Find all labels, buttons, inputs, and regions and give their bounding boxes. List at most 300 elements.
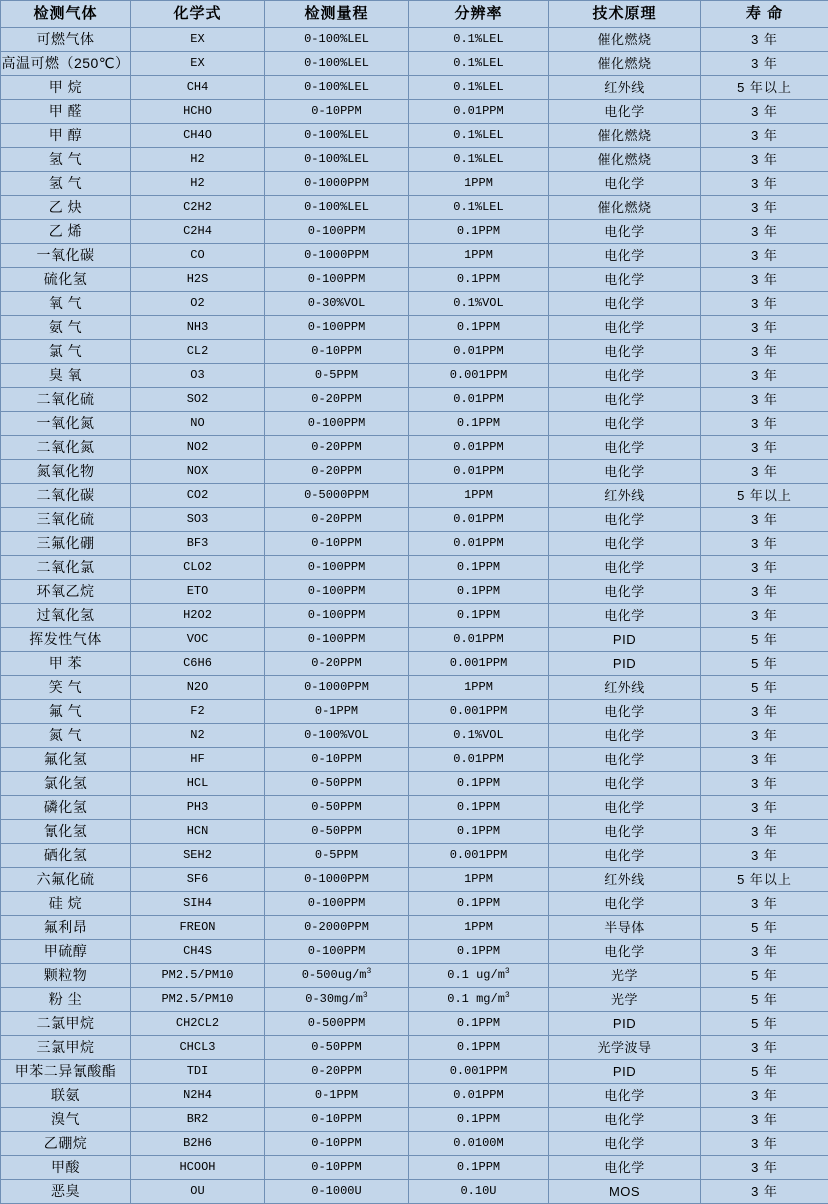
table-row (1, 76, 828, 100)
cell-gas: 甲苯二异氰酸酯 (1, 1060, 131, 1084)
cell-range: 0-1PPM (265, 1084, 409, 1108)
table-row (1, 748, 828, 772)
cell-resolution: 0.001PPM (409, 1060, 549, 1084)
cell-formula: VOC (131, 628, 265, 652)
cell-lifetime: 3 年 (701, 1036, 828, 1060)
column-header-formula: 化学式 (131, 1, 265, 28)
cell-resolution: 0.1PPM (409, 940, 549, 964)
table-row (1, 196, 828, 220)
cell-range: $0-30mg/m^3$ (265, 988, 409, 1012)
table-row (1, 940, 828, 964)
cell-gas: 一氧化碳 (1, 244, 131, 268)
cell-lifetime: 5 年 (701, 1012, 828, 1036)
column-header-gas: 检测气体 (1, 1, 131, 28)
table-row (1, 652, 828, 676)
cell-lifetime: 3 年 (701, 580, 828, 604)
cell-lifetime: 3 年 (701, 772, 828, 796)
cell-resolution: 0.1PPM (409, 604, 549, 628)
cell-lifetime: 5 年以上 (701, 484, 828, 508)
cell-resolution: 1PPM (409, 676, 549, 700)
cell-range: 0-1PPM (265, 700, 409, 724)
cell-formula: CLO2 (131, 556, 265, 580)
cell-resolution: 1PPM (409, 172, 549, 196)
cell-technology: PID (549, 1060, 701, 1084)
cell-range: 0-30%VOL (265, 292, 409, 316)
cell-formula: SO3 (131, 508, 265, 532)
cell-range: 0-50PPM (265, 1036, 409, 1060)
cell-range: 0-20PPM (265, 388, 409, 412)
cell-formula: EX (131, 52, 265, 76)
cell-resolution: 0.1%LEL (409, 28, 549, 52)
cell-range: 0-100PPM (265, 604, 409, 628)
cell-lifetime: 3 年 (701, 100, 828, 124)
cell-resolution: 0.001PPM (409, 364, 549, 388)
cell-lifetime: 3 年 (701, 412, 828, 436)
cell-formula: BR2 (131, 1108, 265, 1132)
column-header-range: 检测量程 (265, 1, 409, 28)
cell-resolution: 0.1PPM (409, 1156, 549, 1180)
cell-lifetime: 3 年 (701, 844, 828, 868)
cell-range: 0-10PPM (265, 100, 409, 124)
cell-resolution: 0.1PPM (409, 268, 549, 292)
cell-range: 0-50PPM (265, 796, 409, 820)
cell-formula: H2 (131, 148, 265, 172)
cell-lifetime: 3 年 (701, 796, 828, 820)
table-row (1, 1084, 828, 1108)
cell-resolution: 0.1 $ug/m^3$ (409, 964, 549, 988)
cell-range: 0-100PPM (265, 580, 409, 604)
cell-technology: PID (549, 628, 701, 652)
cell-lifetime: 3 年 (701, 148, 828, 172)
cell-resolution: 0.1PPM (409, 892, 549, 916)
cell-range: 0-100PPM (265, 268, 409, 292)
cell-lifetime: 3 年 (701, 436, 828, 460)
cell-resolution: 0.1PPM (409, 772, 549, 796)
cell-lifetime: 3 年 (701, 460, 828, 484)
cell-technology: 光学波导 (549, 1036, 701, 1060)
cell-gas: 环氧乙烷 (1, 580, 131, 604)
cell-formula: BF3 (131, 532, 265, 556)
table-row (1, 52, 828, 76)
cell-formula: H2S (131, 268, 265, 292)
table-row (1, 580, 828, 604)
cell-resolution: 0.0100M (409, 1132, 549, 1156)
cell-gas: 氟化氢 (1, 748, 131, 772)
cell-lifetime: 3 年 (701, 604, 828, 628)
cell-lifetime: 3 年 (701, 340, 828, 364)
cell-gas: 三氯甲烷 (1, 1036, 131, 1060)
cell-technology: 催化燃烧 (549, 124, 701, 148)
cell-resolution: 0.1PPM (409, 412, 549, 436)
cell-range: 0-100PPM (265, 316, 409, 340)
cell-lifetime: 5 年 (701, 628, 828, 652)
table-row (1, 700, 828, 724)
cell-technology: 催化燃烧 (549, 52, 701, 76)
cell-range: 0-50PPM (265, 820, 409, 844)
cell-lifetime: 5 年 (701, 916, 828, 940)
cell-lifetime: 3 年 (701, 1132, 828, 1156)
cell-gas: 三氟化硼 (1, 532, 131, 556)
table-row (1, 676, 828, 700)
cell-formula: CH4 (131, 76, 265, 100)
cell-formula: H2O2 (131, 604, 265, 628)
cell-range: 0-1000PPM (265, 244, 409, 268)
cell-resolution: 0.01PPM (409, 100, 549, 124)
cell-gas: 氢 气 (1, 172, 131, 196)
cell-range: 0-100%LEL (265, 76, 409, 100)
cell-resolution: 0.1PPM (409, 316, 549, 340)
cell-technology: 电化学 (549, 340, 701, 364)
cell-resolution: 0.1%LEL (409, 148, 549, 172)
cell-range: 0-100%LEL (265, 52, 409, 76)
cell-lifetime: 3 年 (701, 172, 828, 196)
cell-formula: TDI (131, 1060, 265, 1084)
cell-gas: 二氧化氯 (1, 556, 131, 580)
table-row (1, 316, 828, 340)
cell-gas: 溴气 (1, 1108, 131, 1132)
column-header-technology: 技术原理 (549, 1, 701, 28)
cell-range: 0-10PPM (265, 340, 409, 364)
cell-formula: FREON (131, 916, 265, 940)
cell-formula: CO2 (131, 484, 265, 508)
cell-resolution: 0.01PPM (409, 628, 549, 652)
cell-range: 0-100PPM (265, 220, 409, 244)
cell-resolution: 0.01PPM (409, 508, 549, 532)
cell-formula: NH3 (131, 316, 265, 340)
cell-range: 0-1000PPM (265, 868, 409, 892)
cell-lifetime: 3 年 (701, 1108, 828, 1132)
cell-gas: 氧 气 (1, 292, 131, 316)
cell-range: 0-100%LEL (265, 196, 409, 220)
cell-formula: NOX (131, 460, 265, 484)
cell-gas: 笑 气 (1, 676, 131, 700)
cell-gas: 臭 氧 (1, 364, 131, 388)
cell-technology: 电化学 (549, 556, 701, 580)
cell-lifetime: 3 年 (701, 1180, 828, 1204)
cell-range: 0-10PPM (265, 1132, 409, 1156)
cell-formula: C6H6 (131, 652, 265, 676)
cell-technology: 电化学 (549, 748, 701, 772)
cell-lifetime: 3 年 (701, 892, 828, 916)
cell-range: 0-5PPM (265, 364, 409, 388)
cell-technology: 电化学 (549, 796, 701, 820)
cell-range: 0-5PPM (265, 844, 409, 868)
cell-gas: 乙 炔 (1, 196, 131, 220)
cell-gas: 氮氧化物 (1, 460, 131, 484)
cell-formula: HCOOH (131, 1156, 265, 1180)
cell-lifetime: 5 年以上 (701, 76, 828, 100)
cell-formula: CL2 (131, 340, 265, 364)
cell-formula: CO (131, 244, 265, 268)
table-row (1, 388, 828, 412)
cell-technology: 电化学 (549, 436, 701, 460)
cell-gas: 甲 醇 (1, 124, 131, 148)
column-header-resolution: 分辨率 (409, 1, 549, 28)
table-row (1, 916, 828, 940)
cell-technology: 电化学 (549, 844, 701, 868)
cell-lifetime: 3 年 (701, 124, 828, 148)
cell-technology: 电化学 (549, 892, 701, 916)
cell-resolution: 0.1PPM (409, 820, 549, 844)
table-row (1, 772, 828, 796)
cell-resolution: 0.1%LEL (409, 196, 549, 220)
cell-lifetime: 3 年 (701, 700, 828, 724)
cell-gas: 氢 气 (1, 148, 131, 172)
cell-range: 0-100PPM (265, 412, 409, 436)
cell-range: 0-1000PPM (265, 172, 409, 196)
cell-resolution: 0.1%LEL (409, 52, 549, 76)
cell-gas: 过氧化氢 (1, 604, 131, 628)
cell-technology: 电化学 (549, 724, 701, 748)
cell-range: $0-500ug/m^3$ (265, 964, 409, 988)
cell-formula: PM2.5/PM10 (131, 988, 265, 1012)
cell-resolution: 0.1PPM (409, 1108, 549, 1132)
cell-technology: 电化学 (549, 292, 701, 316)
cell-gas: 乙硼烷 (1, 1132, 131, 1156)
cell-resolution: 0.10U (409, 1180, 549, 1204)
cell-resolution: 0.001PPM (409, 700, 549, 724)
cell-range: 0-1000U (265, 1180, 409, 1204)
cell-range: 0-100PPM (265, 628, 409, 652)
cell-resolution: 0.01PPM (409, 460, 549, 484)
cell-formula: PH3 (131, 796, 265, 820)
cell-gas: 粉 尘 (1, 988, 131, 1012)
cell-resolution: 0.001PPM (409, 652, 549, 676)
cell-resolution: 0.1PPM (409, 220, 549, 244)
cell-technology: 电化学 (549, 412, 701, 436)
cell-technology: 电化学 (549, 1132, 701, 1156)
cell-gas: 氟利昂 (1, 916, 131, 940)
cell-technology: 电化学 (549, 244, 701, 268)
table-row (1, 124, 828, 148)
cell-lifetime: 3 年 (701, 508, 828, 532)
cell-gas: 氯化氢 (1, 772, 131, 796)
cell-lifetime: 3 年 (701, 244, 828, 268)
cell-resolution: 0.1PPM (409, 1036, 549, 1060)
cell-technology: 催化燃烧 (549, 28, 701, 52)
cell-gas: 二氯甲烷 (1, 1012, 131, 1036)
cell-technology: 催化燃烧 (549, 196, 701, 220)
table-row (1, 892, 828, 916)
table-row (1, 460, 828, 484)
cell-formula: OU (131, 1180, 265, 1204)
cell-gas: 氮 气 (1, 724, 131, 748)
cell-range: 0-100%LEL (265, 148, 409, 172)
cell-formula: HCHO (131, 100, 265, 124)
cell-gas: 氟 气 (1, 700, 131, 724)
table-row (1, 1108, 828, 1132)
cell-range: 0-100%LEL (265, 124, 409, 148)
cell-lifetime: 5 年 (701, 988, 828, 1012)
cell-resolution: 0.01PPM (409, 532, 549, 556)
table-row (1, 604, 828, 628)
cell-technology: 电化学 (549, 220, 701, 244)
cell-resolution: 0.01PPM (409, 340, 549, 364)
table-row (1, 724, 828, 748)
cell-formula: NO (131, 412, 265, 436)
cell-technology: MOS (549, 1180, 701, 1204)
cell-formula: F2 (131, 700, 265, 724)
cell-formula: N2 (131, 724, 265, 748)
table-row (1, 988, 828, 1012)
cell-gas: 硒化氢 (1, 844, 131, 868)
table-row (1, 532, 828, 556)
cell-technology: 电化学 (549, 172, 701, 196)
cell-gas: 二氧化硫 (1, 388, 131, 412)
cell-range: 0-100PPM (265, 940, 409, 964)
cell-lifetime: 5 年 (701, 964, 828, 988)
cell-resolution: 0.1 $mg/m^3$ (409, 988, 549, 1012)
cell-gas: 联氨 (1, 1084, 131, 1108)
cell-gas: 甲 醛 (1, 100, 131, 124)
cell-technology: 电化学 (549, 100, 701, 124)
cell-resolution: 0.1%VOL (409, 292, 549, 316)
cell-range: 0-500PPM (265, 1012, 409, 1036)
cell-technology: 电化学 (549, 316, 701, 340)
table-row (1, 292, 828, 316)
cell-range: 0-10PPM (265, 748, 409, 772)
cell-lifetime: 3 年 (701, 532, 828, 556)
cell-formula: C2H4 (131, 220, 265, 244)
cell-formula: N2H4 (131, 1084, 265, 1108)
cell-formula: PM2.5/PM10 (131, 964, 265, 988)
table-row (1, 1060, 828, 1084)
cell-lifetime: 3 年 (701, 292, 828, 316)
cell-lifetime: 3 年 (701, 820, 828, 844)
cell-gas: 氯 气 (1, 340, 131, 364)
cell-technology: PID (549, 1012, 701, 1036)
cell-technology: 电化学 (549, 268, 701, 292)
cell-resolution: 0.1PPM (409, 796, 549, 820)
cell-resolution: 0.1%LEL (409, 76, 549, 100)
cell-lifetime: 3 年 (701, 52, 828, 76)
cell-formula: CH2CL2 (131, 1012, 265, 1036)
table-row (1, 1012, 828, 1036)
cell-resolution: 0.01PPM (409, 1084, 549, 1108)
cell-formula: H2 (131, 172, 265, 196)
cell-technology: 电化学 (549, 604, 701, 628)
cell-formula: CH4S (131, 940, 265, 964)
cell-technology: 电化学 (549, 820, 701, 844)
cell-lifetime: 3 年 (701, 316, 828, 340)
cell-resolution: 0.01PPM (409, 388, 549, 412)
cell-technology: 光学 (549, 988, 701, 1012)
cell-range: 0-20PPM (265, 460, 409, 484)
cell-resolution: 0.1%LEL (409, 124, 549, 148)
cell-formula: HCL (131, 772, 265, 796)
cell-gas: 甲 烷 (1, 76, 131, 100)
table-row (1, 844, 828, 868)
cell-range: 0-1000PPM (265, 676, 409, 700)
cell-gas: 挥发性气体 (1, 628, 131, 652)
table-row (1, 1180, 828, 1204)
cell-technology: 电化学 (549, 508, 701, 532)
cell-formula: C2H2 (131, 196, 265, 220)
cell-lifetime: 3 年 (701, 1156, 828, 1180)
cell-resolution: 0.001PPM (409, 844, 549, 868)
table-row (1, 28, 828, 52)
cell-formula: HCN (131, 820, 265, 844)
cell-technology: 电化学 (549, 1108, 701, 1132)
cell-resolution: 0.01PPM (409, 436, 549, 460)
table-row (1, 364, 828, 388)
cell-technology: 电化学 (549, 940, 701, 964)
cell-lifetime: 5 年 (701, 652, 828, 676)
cell-gas: 可燃气体 (1, 28, 131, 52)
cell-formula: ETO (131, 580, 265, 604)
cell-lifetime: 3 年 (701, 268, 828, 292)
cell-lifetime: 3 年 (701, 364, 828, 388)
table-row (1, 412, 828, 436)
cell-range: 0-100%VOL (265, 724, 409, 748)
cell-range: 0-20PPM (265, 1060, 409, 1084)
cell-gas: 乙 烯 (1, 220, 131, 244)
cell-lifetime: 5 年以上 (701, 868, 828, 892)
cell-lifetime: 3 年 (701, 196, 828, 220)
cell-technology: 电化学 (549, 700, 701, 724)
table-row (1, 796, 828, 820)
cell-formula: SF6 (131, 868, 265, 892)
cell-technology: 红外线 (549, 484, 701, 508)
cell-gas: 硫化氢 (1, 268, 131, 292)
cell-gas: 颗粒物 (1, 964, 131, 988)
cell-resolution: 0.1PPM (409, 1012, 549, 1036)
table-row (1, 484, 828, 508)
cell-technology: 电化学 (549, 1156, 701, 1180)
cell-resolution: 1PPM (409, 244, 549, 268)
cell-formula: NO2 (131, 436, 265, 460)
cell-technology: 光学 (549, 964, 701, 988)
table-row (1, 1132, 828, 1156)
cell-range: 0-10PPM (265, 1108, 409, 1132)
cell-gas: 高温可燃（250℃） (1, 52, 131, 76)
cell-formula: CH4O (131, 124, 265, 148)
table-row (1, 172, 828, 196)
cell-gas: 三氧化硫 (1, 508, 131, 532)
cell-gas: 氰化氢 (1, 820, 131, 844)
table-row (1, 508, 828, 532)
cell-range: 0-20PPM (265, 508, 409, 532)
cell-technology: 电化学 (549, 532, 701, 556)
table-row (1, 1156, 828, 1180)
table-row (1, 964, 828, 988)
cell-resolution: 0.1PPM (409, 556, 549, 580)
table-row (1, 220, 828, 244)
cell-lifetime: 3 年 (701, 28, 828, 52)
cell-formula: SEH2 (131, 844, 265, 868)
cell-lifetime: 3 年 (701, 724, 828, 748)
cell-gas: 二氧化碳 (1, 484, 131, 508)
cell-technology: 电化学 (549, 1084, 701, 1108)
cell-resolution: 0.1%VOL (409, 724, 549, 748)
cell-range: 0-20PPM (265, 652, 409, 676)
table-row (1, 1036, 828, 1060)
column-header-lifetime: 寿 命 (701, 1, 828, 28)
cell-lifetime: 3 年 (701, 220, 828, 244)
cell-resolution: 0.1PPM (409, 580, 549, 604)
table-row (1, 244, 828, 268)
cell-resolution: 1PPM (409, 868, 549, 892)
cell-formula: N2O (131, 676, 265, 700)
cell-formula: CHCL3 (131, 1036, 265, 1060)
table-row (1, 340, 828, 364)
cell-gas: 甲 苯 (1, 652, 131, 676)
cell-gas: 甲硫醇 (1, 940, 131, 964)
cell-gas: 恶臭 (1, 1180, 131, 1204)
cell-range: 0-20PPM (265, 436, 409, 460)
cell-lifetime: 5 年 (701, 1060, 828, 1084)
table-header-row (1, 1, 828, 28)
